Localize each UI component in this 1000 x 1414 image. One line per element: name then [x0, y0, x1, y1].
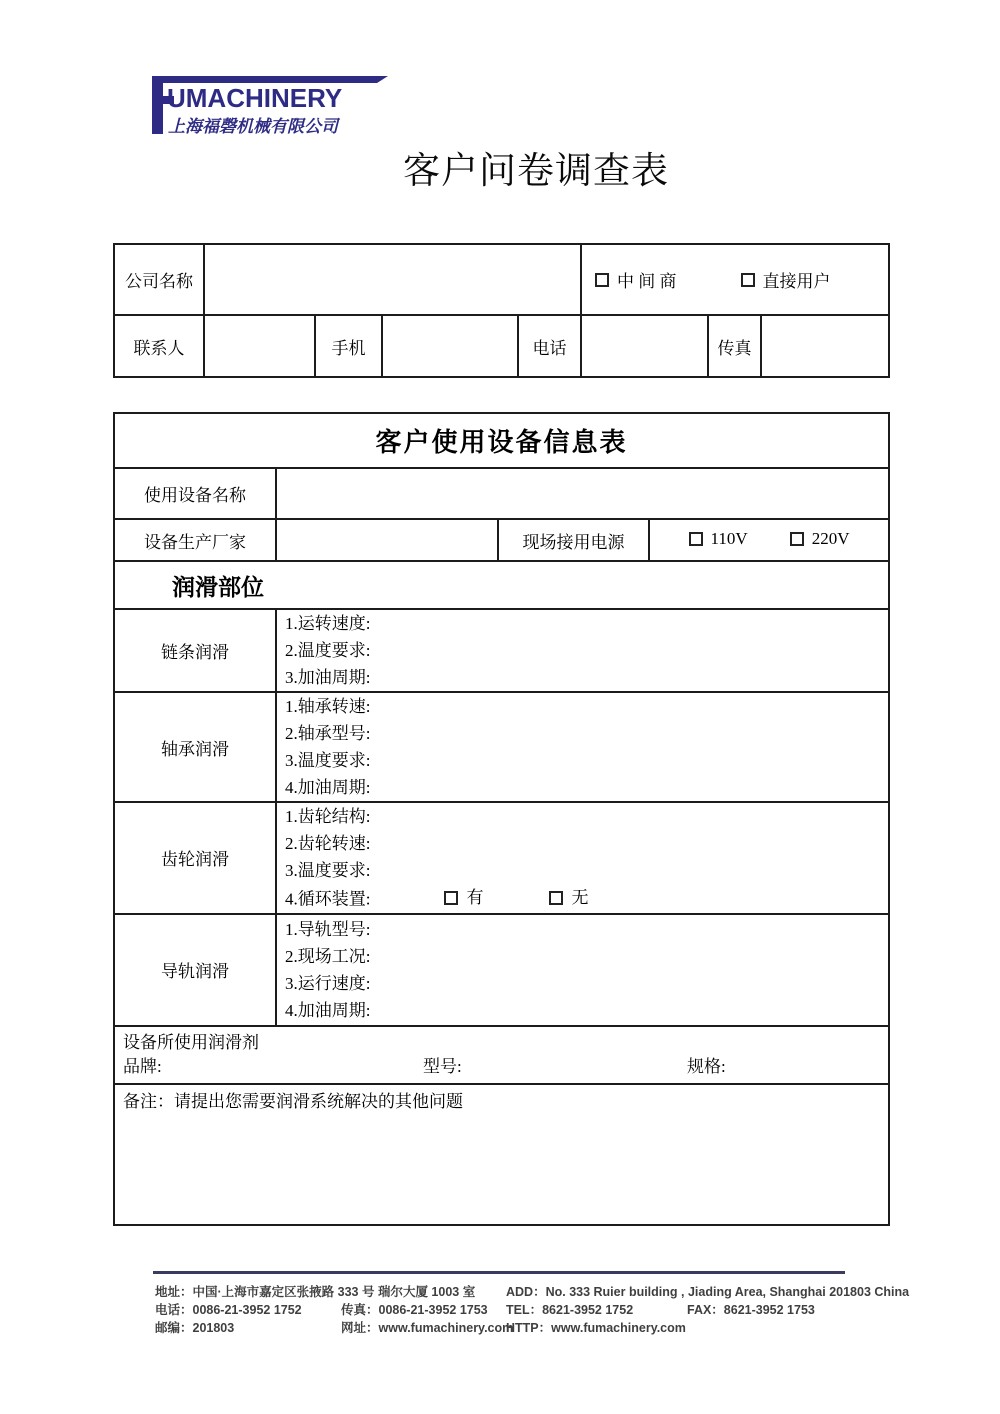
page-title: 客户问卷调查表: [403, 151, 669, 192]
logo-f-stem-shape: [152, 76, 163, 134]
fax-en: FAX：8621-3952 1753: [687, 1303, 815, 1317]
phone-field[interactable]: [581, 315, 708, 377]
zipcode-cn: 邮编：201803: [155, 1321, 235, 1335]
chain-lube-label: 链条润滑: [114, 609, 276, 692]
device-name-label: 使用设备名称: [114, 468, 276, 519]
circulation-no-option: [549, 884, 588, 911]
logo-top-bar-shape: [152, 76, 388, 83]
footer-divider: [153, 1271, 845, 1274]
middleman-label: 中 间 商: [617, 272, 677, 291]
address-en-line: ADD：No. 333 Ruier building , Jiading Area, Shanghai 201803 China: [506, 1285, 910, 1299]
table-row: [114, 802, 889, 914]
manufacturer-label: 设备生产厂家: [114, 519, 276, 561]
circulation-yes-label: 有: [466, 888, 484, 907]
lubricant-brand-label[interactable]: 品牌:: [123, 1056, 162, 1076]
table-row: [114, 468, 889, 519]
middleman-option: [595, 267, 677, 292]
gear-item-1[interactable]: 1.齿轮结构:: [285, 807, 371, 826]
zip-web-cn-line: [155, 1319, 513, 1337]
bearing-lube-label: 轴承润滑: [114, 692, 276, 802]
direct-user-checkbox[interactable]: [741, 273, 755, 287]
rail-lube-label: 导轨润滑: [114, 914, 276, 1026]
website-cn: 网址：www.fumachinery.com: [341, 1321, 514, 1335]
fax-cn: 传真：0086-21-3952 1753: [341, 1303, 488, 1317]
contact-person-label: 联系人: [114, 315, 204, 377]
gear-item-3[interactable]: 3.温度要求:: [285, 861, 371, 880]
mobile-field[interactable]: [382, 315, 518, 377]
rail-lube-items: [276, 914, 889, 1026]
brand-subtitle-cn: 上海福磬机械有限公司: [168, 117, 338, 136]
contact-person-field[interactable]: [204, 315, 315, 377]
table-row: [114, 1084, 889, 1225]
power-110v-option: [689, 529, 748, 549]
address-cn-line: 地址：中国·上海市嘉定区张掖路 333 号 瑞尔大厦 1003 室: [155, 1285, 476, 1299]
brand-name: UMACHINERY: [167, 83, 343, 113]
gear-item-2[interactable]: 2.齿轮转速:: [285, 834, 371, 853]
phone-label: 电话: [518, 315, 581, 377]
device-name-field[interactable]: [276, 468, 889, 519]
rail-item-4[interactable]: 4.加油周期:: [285, 1000, 371, 1020]
tel-fax-en-line: [506, 1301, 909, 1319]
bearing-item-4[interactable]: 4.加油周期:: [285, 778, 371, 797]
power-110v-label: 110V: [710, 529, 748, 548]
table-row: [114, 609, 889, 692]
gear-lube-label: 齿轮润滑: [114, 802, 276, 914]
company-name-field[interactable]: [204, 244, 581, 315]
table-row: [114, 692, 889, 802]
direct-user-label: 直接用户: [762, 272, 831, 291]
power-220v-option: [790, 529, 850, 549]
phone-cn: 电话：0086-21-3952 1752: [155, 1303, 302, 1317]
fax-field[interactable]: [761, 315, 889, 377]
company-logo: [150, 70, 450, 140]
bearing-item-2[interactable]: 2.轴承型号:: [285, 724, 371, 743]
circulation-yes-checkbox[interactable]: [444, 891, 458, 905]
table-row: [114, 561, 889, 609]
contact-table: [113, 243, 890, 378]
lubricant-used-title: 设备所使用润滑剂: [123, 1032, 259, 1052]
power-options-cell: [649, 519, 889, 561]
tel-en: TEL：8621-3952 1752: [506, 1303, 634, 1317]
rail-item-3[interactable]: 3.运行速度:: [285, 973, 371, 993]
chain-item-2[interactable]: 2.温度要求:: [285, 641, 371, 660]
middleman-checkbox[interactable]: [595, 273, 609, 287]
bearing-item-3[interactable]: 3.温度要求:: [285, 751, 371, 770]
table-row: [114, 519, 889, 561]
lubricant-fields-line: [123, 1055, 888, 1079]
footer-address-cn: [155, 1283, 513, 1337]
equipment-table: [113, 412, 890, 1226]
lubrication-section-header: 润滑部位: [114, 561, 889, 609]
gear-lube-items: [276, 802, 889, 914]
chain-item-1[interactable]: 1.运转速度:: [285, 614, 371, 633]
lubricant-spec-label[interactable]: 规格:: [687, 1056, 726, 1076]
circulation-yes-option: [444, 884, 483, 911]
lubricant-model-label[interactable]: 型号:: [423, 1056, 462, 1076]
circulation-device-label: 4.循环装置:: [285, 889, 371, 909]
manufacturer-field[interactable]: [276, 519, 498, 561]
lubricant-used-cell: [114, 1026, 889, 1084]
remarks-field[interactable]: 备注：请提出您需要润滑系统解决的其他问题: [114, 1084, 889, 1225]
website-en-line: HTTP：www.fumachinery.com: [506, 1321, 686, 1335]
table-row: [114, 413, 889, 468]
chain-item-3[interactable]: 3.加油周期:: [285, 668, 371, 687]
power-220v-checkbox[interactable]: [790, 532, 804, 546]
table-row: [114, 315, 889, 377]
table-row: [114, 914, 889, 1026]
mobile-label: 手机: [315, 315, 382, 377]
footer-address-en: [506, 1283, 909, 1337]
customer-type-cell: [581, 244, 889, 315]
power-220v-label: 220V: [811, 529, 850, 548]
fax-label: 传真: [708, 315, 761, 377]
circulation-no-label: 无: [571, 888, 589, 907]
phone-fax-cn-line: [155, 1301, 513, 1319]
gear-item-4: [285, 884, 888, 913]
direct-user-option: [741, 267, 831, 292]
table-row: [114, 1026, 889, 1084]
company-name-label: 公司名称: [114, 244, 204, 315]
rail-item-2[interactable]: 2.现场工况:: [285, 946, 371, 966]
power-source-label: 现场接用电源: [498, 519, 649, 561]
table-row: [114, 244, 889, 315]
equipment-table-title: 客户使用设备信息表: [114, 413, 889, 468]
circulation-no-checkbox[interactable]: [549, 891, 563, 905]
bearing-lube-items: [276, 692, 889, 802]
power-110v-checkbox[interactable]: [689, 532, 703, 546]
rail-item-1[interactable]: 1.导轨型号:: [285, 919, 371, 939]
bearing-item-1[interactable]: 1.轴承转速:: [285, 697, 371, 716]
chain-lube-items: [276, 609, 889, 692]
